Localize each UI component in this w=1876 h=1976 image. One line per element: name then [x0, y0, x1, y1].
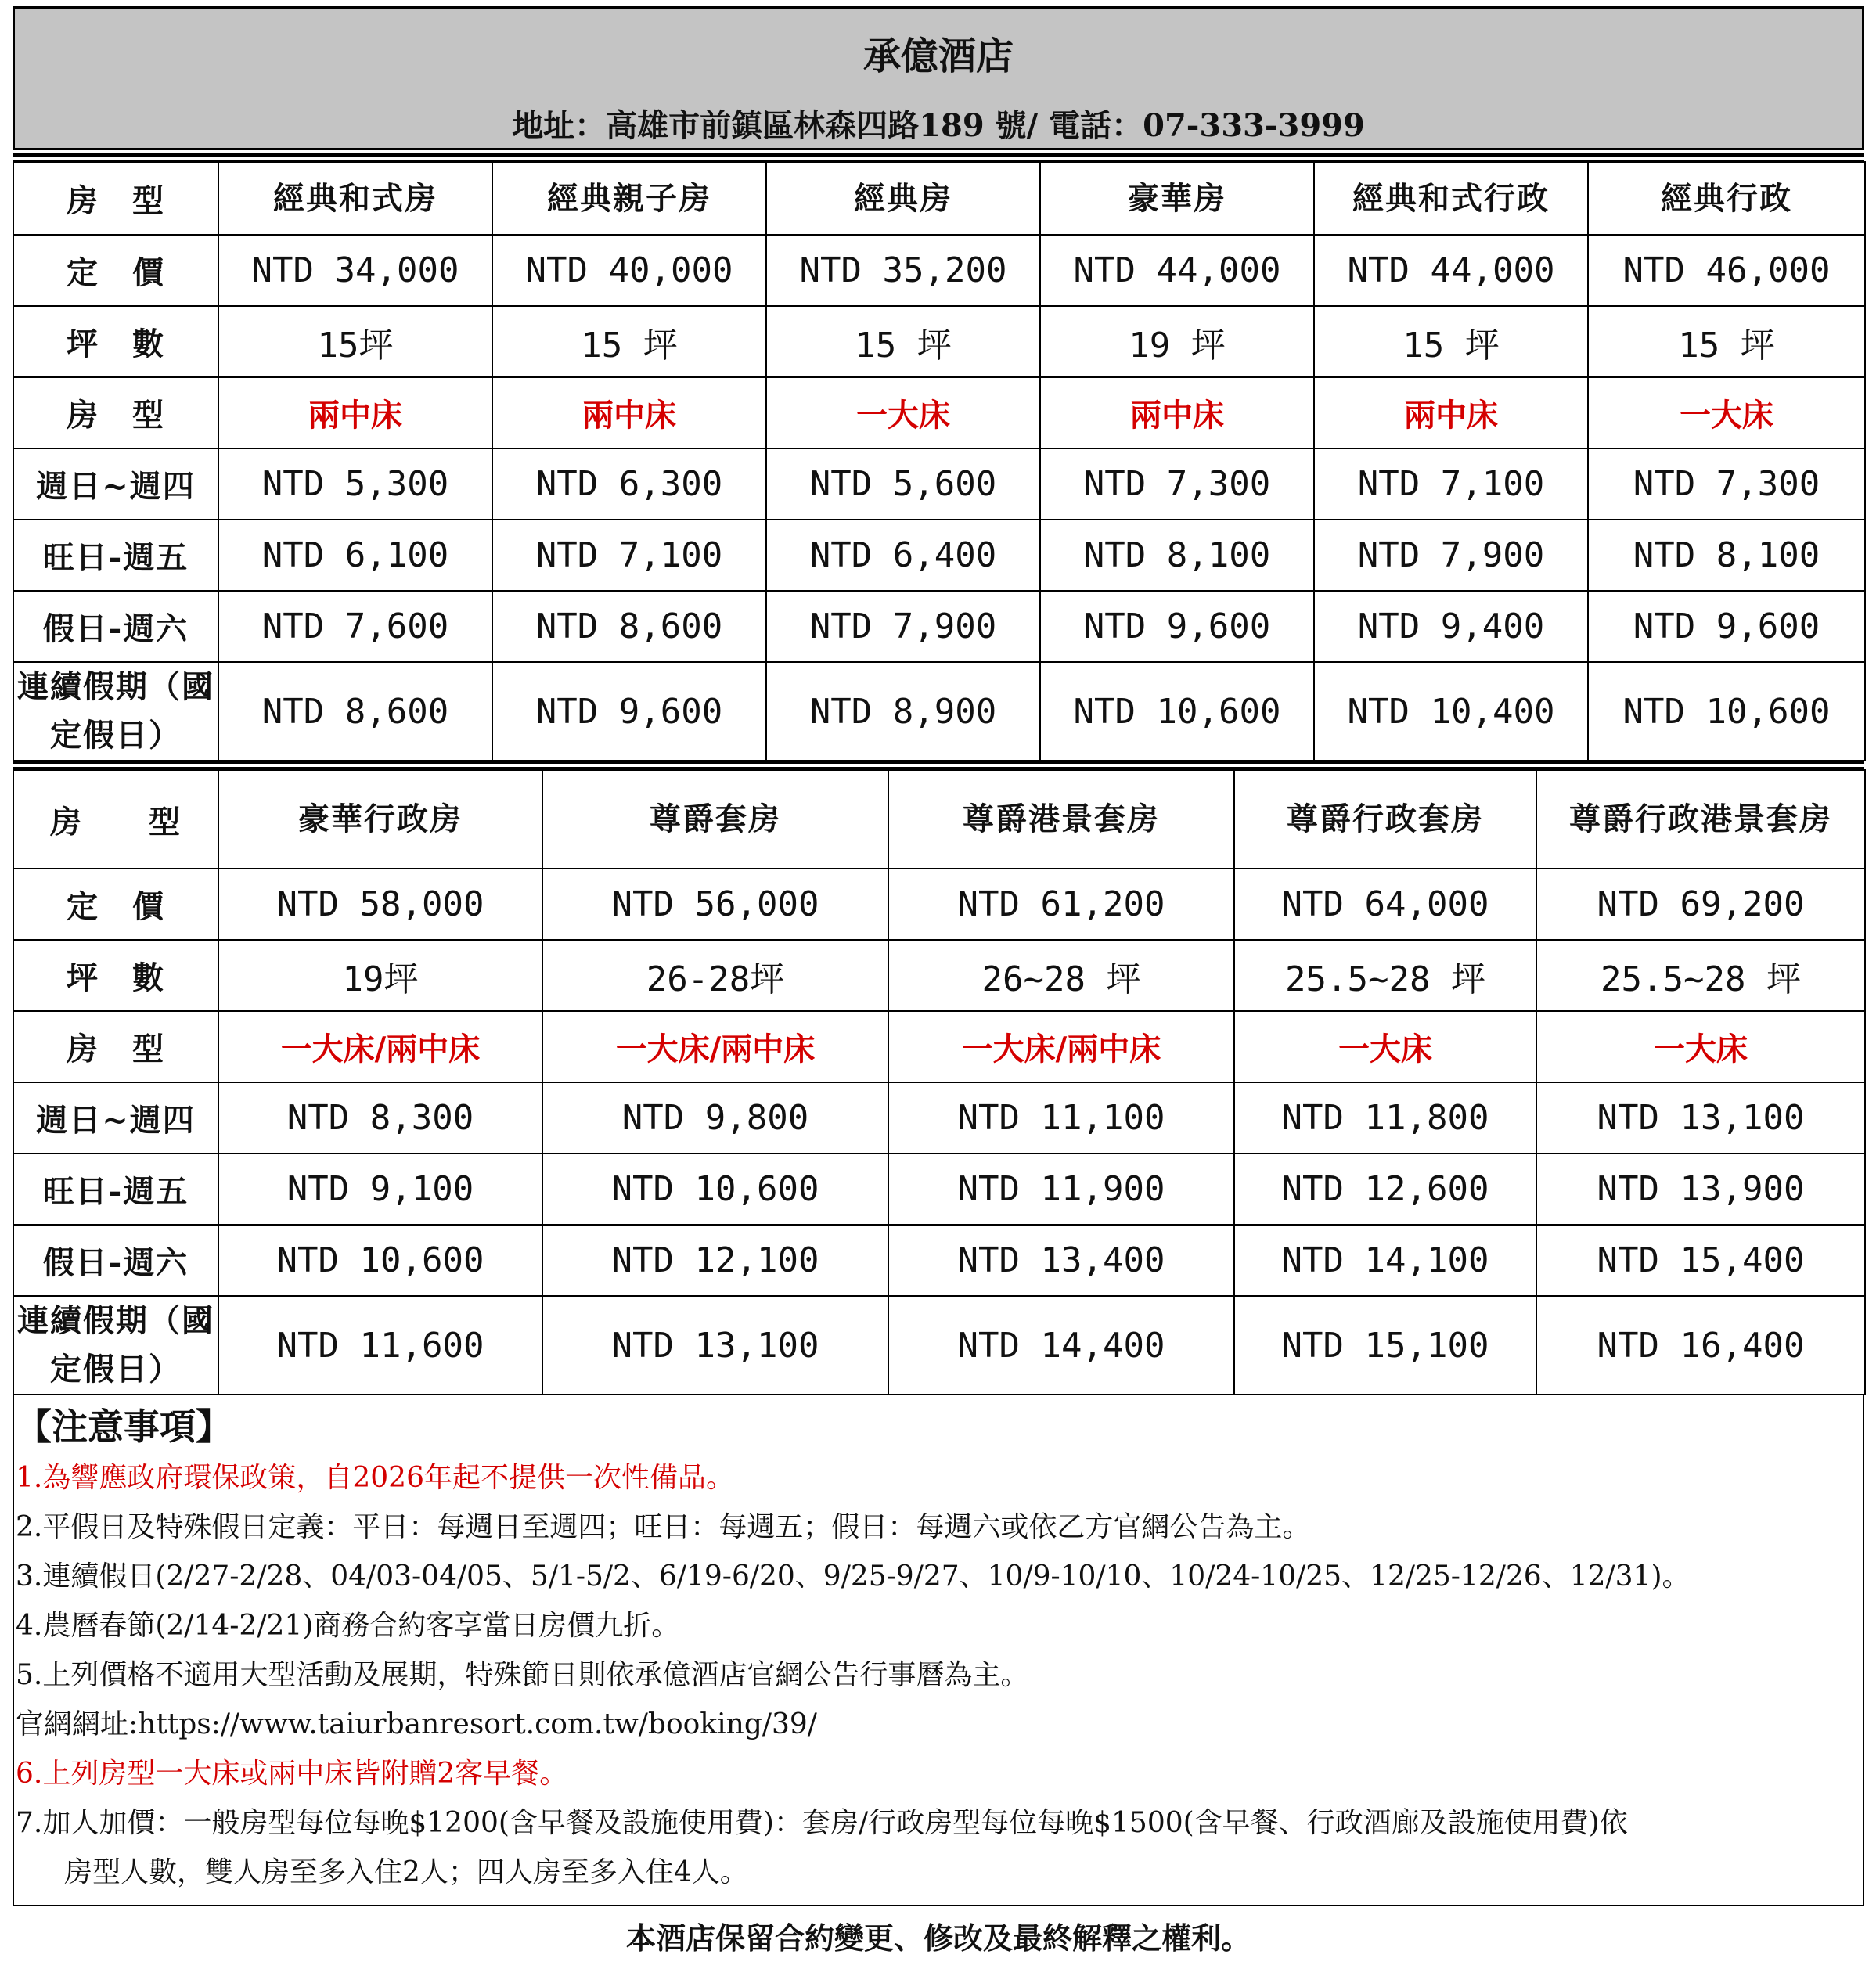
room-size: 15 坪 [1314, 306, 1588, 377]
price-cell: NTD 11,900 [888, 1154, 1234, 1225]
row-label: 旺日-週五 [13, 1154, 218, 1225]
hotel-header [13, 6, 1864, 150]
note-item [16, 1601, 1863, 1650]
holiday-row [13, 1296, 1865, 1395]
price-cell: NTD 56,000 [542, 869, 888, 940]
price-cell: NTD 9,600 [1040, 591, 1314, 662]
bed-config: 一大床 [1588, 377, 1865, 448]
note-text: 連續假日(2/27-2/28、04/03-04/05、5/1-5/2、6/19-6/20、9/25-9/27、10/9-10/10、10/24-10/25、12/25-12/26、12/31)。 [42, 1560, 1691, 1593]
price-cell: NTD 9,800 [542, 1082, 888, 1154]
price-cell: NTD 10,600 [1588, 662, 1865, 761]
price-cell: NTD 11,600 [218, 1296, 542, 1395]
sat-row [13, 1225, 1865, 1296]
note-item [16, 1503, 1863, 1552]
header-row [13, 162, 1865, 235]
room-type-name: 經典親子房 [492, 162, 766, 235]
fri-row [13, 1154, 1865, 1225]
price-cell: NTD 64,000 [1234, 869, 1536, 940]
room-type-name: 豪華房 [1040, 162, 1314, 235]
note-text: 上列房型一大床或兩中床皆附贈2客早餐。 [42, 1758, 568, 1790]
note-continuation: 房型人數，雙人房至多入住2人；四人房至多入住4人。 [64, 1856, 748, 1888]
note-text: 為響應政府環保政策，自2026年起不提供一次性備品。 [42, 1462, 734, 1494]
row-label: 假日-週六 [13, 1225, 218, 1296]
price-cell: NTD 10,600 [1040, 662, 1314, 761]
price-cell: NTD 5,300 [218, 448, 492, 520]
price-cell: NTD 40,000 [492, 235, 766, 306]
row-label: 房 型 [13, 770, 218, 869]
room-size: 15 坪 [1588, 306, 1865, 377]
list-price-row [13, 235, 1865, 306]
note-item [16, 1552, 1863, 1601]
room-type-name: 經典房 [766, 162, 1040, 235]
room-size: 19 坪 [1040, 306, 1314, 377]
notes-title: 【注意事項】 [16, 1406, 232, 1448]
room-size: 15 坪 [766, 306, 1040, 377]
row-label: 房 型 [13, 377, 218, 448]
room-type-name: 豪華行政房 [218, 770, 542, 869]
bed-type-row [13, 377, 1865, 448]
hotel-address: 地址：高雄市前鎮區林森四路189 號/ 電話：07-333-3999 [512, 107, 1365, 144]
bed-type-row [13, 1011, 1865, 1082]
price-cell: NTD 46,000 [1588, 235, 1865, 306]
price-cell: NTD 13,900 [1536, 1154, 1865, 1225]
price-cell: NTD 9,600 [1588, 591, 1865, 662]
bed-config: 一大床 [766, 377, 1040, 448]
bed-config: 一大床 [1536, 1011, 1865, 1082]
price-cell: NTD 13,400 [888, 1225, 1234, 1296]
note-text: 官網網址:https://www.taiurbanresort.com.tw/booking/39/ [16, 1708, 817, 1740]
rate-table-suites [13, 769, 1866, 1395]
notes-section [13, 1395, 1864, 1906]
price-cell: NTD 12,600 [1234, 1154, 1536, 1225]
bed-config: 兩中床 [218, 377, 492, 448]
note-number: 2. [16, 1511, 43, 1543]
price-cell: NTD 5,600 [766, 448, 1040, 520]
room-type-name: 經典和式房 [218, 162, 492, 235]
row-label: 房 型 [13, 1011, 218, 1082]
price-cell: NTD 15,400 [1536, 1225, 1865, 1296]
note-text: 加人加價：一般房型每位每晚$1200(含早餐及設施使用費)：套房/行政房型每位每晚$1500(含早餐、行政酒廊及設施使用費)依 [42, 1807, 1628, 1839]
sun-thu-row [13, 1082, 1865, 1154]
price-cell: NTD 8,100 [1588, 520, 1865, 591]
bed-config: 兩中床 [1040, 377, 1314, 448]
note-number: 7. [16, 1807, 43, 1839]
row-label: 假日-週六 [13, 591, 218, 662]
hotel-name: 承億酒店 [862, 34, 1014, 78]
price-cell: NTD 11,100 [888, 1082, 1234, 1154]
header-row [13, 770, 1865, 869]
room-type-name: 尊爵行政套房 [1234, 770, 1536, 869]
room-size: 19坪 [218, 940, 542, 1011]
room-size: 15坪 [218, 306, 492, 377]
price-cell: NTD 9,400 [1314, 591, 1588, 662]
room-type-name: 尊爵行政港景套房 [1536, 770, 1865, 869]
price-cell: NTD 34,000 [218, 235, 492, 306]
price-cell: NTD 10,600 [218, 1225, 542, 1296]
note-text: 上列價格不適用大型活動及展期，特殊節日則依承億酒店官網公告行事曆為主。 [42, 1659, 1029, 1691]
row-label: 坪 數 [13, 940, 218, 1011]
price-cell: NTD 7,600 [218, 591, 492, 662]
price-cell: NTD 8,900 [766, 662, 1040, 761]
row-label: 連續假期（國定假日） [13, 662, 218, 761]
bed-config: 一大床/兩中床 [542, 1011, 888, 1082]
rate-table-standard-rooms [13, 161, 1866, 761]
price-cell: NTD 7,300 [1040, 448, 1314, 520]
price-cell: NTD 13,100 [1536, 1082, 1865, 1154]
price-cell: NTD 10,400 [1314, 662, 1588, 761]
row-label: 週日~週四 [13, 448, 218, 520]
table-separator [13, 761, 1864, 769]
price-cell: NTD 7,100 [1314, 448, 1588, 520]
price-cell: NTD 58,000 [218, 869, 542, 940]
price-cell: NTD 9,600 [492, 662, 766, 761]
bed-config: 一大床/兩中床 [888, 1011, 1234, 1082]
row-label: 坪 數 [13, 306, 218, 377]
bed-config: 兩中床 [492, 377, 766, 448]
note-number: 4. [16, 1610, 43, 1642]
price-cell: NTD 14,100 [1234, 1225, 1536, 1296]
footer-disclaimer: 本酒店保留合約變更、修改及最終解釋之權利。 [625, 1920, 1251, 1956]
row-label: 定 價 [13, 869, 218, 940]
note-number: 1. [16, 1462, 43, 1494]
price-cell: NTD 69,200 [1536, 869, 1865, 940]
room-size: 25.5~28 坪 [1234, 940, 1536, 1011]
list-price-row [13, 869, 1865, 940]
price-cell: NTD 10,600 [542, 1154, 888, 1225]
sun-thu-row [13, 448, 1865, 520]
note-item [16, 1798, 1863, 1848]
price-cell: NTD 7,100 [492, 520, 766, 591]
row-label: 連續假期（國定假日） [13, 1296, 218, 1395]
room-type-name: 經典行政 [1588, 162, 1865, 235]
price-cell: NTD 15,100 [1234, 1296, 1536, 1395]
price-cell: NTD 6,400 [766, 520, 1040, 591]
note-text: 平假日及特殊假日定義：平日：每週日至週四；旺日：每週五；假日：每週六或依乙方官網公告為主。 [42, 1511, 1311, 1543]
note-item [16, 1453, 1863, 1503]
sat-row [13, 591, 1865, 662]
fri-row [13, 520, 1865, 591]
price-cell: NTD 13,100 [542, 1296, 888, 1395]
price-cell: NTD 12,100 [542, 1225, 888, 1296]
size-row [13, 306, 1865, 377]
note-item [16, 1650, 1863, 1700]
note-number: 3. [16, 1560, 43, 1593]
price-cell: NTD 35,200 [766, 235, 1040, 306]
note-text: 農曆春節(2/14-2/21)商務合約客享當日房價九折。 [42, 1610, 680, 1642]
price-cell: NTD 16,400 [1536, 1296, 1865, 1395]
price-cell: NTD 6,300 [492, 448, 766, 520]
price-cell: NTD 44,000 [1040, 235, 1314, 306]
room-size: 26-28坪 [542, 940, 888, 1011]
price-cell: NTD 7,900 [766, 591, 1040, 662]
price-cell: NTD 6,100 [218, 520, 492, 591]
price-cell: NTD 8,600 [492, 591, 766, 662]
note-item [16, 1700, 1863, 1749]
price-cell: NTD 7,300 [1588, 448, 1865, 520]
price-cell: NTD 8,300 [218, 1082, 542, 1154]
holiday-row [13, 662, 1865, 761]
note-number: 5. [16, 1659, 43, 1691]
row-label: 房 型 [13, 162, 218, 235]
room-type-name: 尊爵套房 [542, 770, 888, 869]
price-cell: NTD 61,200 [888, 869, 1234, 940]
bed-config: 一大床 [1234, 1011, 1536, 1082]
room-type-name: 經典和式行政 [1314, 162, 1588, 235]
bed-config: 兩中床 [1314, 377, 1588, 448]
price-cell: NTD 7,900 [1314, 520, 1588, 591]
row-label: 旺日-週五 [13, 520, 218, 591]
rate-sheet [13, 6, 1864, 1957]
bed-config: 一大床/兩中床 [218, 1011, 542, 1082]
price-cell: NTD 9,100 [218, 1154, 542, 1225]
room-type-name: 尊爵港景套房 [888, 770, 1234, 869]
row-label: 週日~週四 [13, 1082, 218, 1154]
room-size: 26~28 坪 [888, 940, 1234, 1011]
price-cell: NTD 44,000 [1314, 235, 1588, 306]
row-label: 定 價 [13, 235, 218, 306]
note-number: 6. [16, 1758, 43, 1790]
header-divider [13, 153, 1864, 161]
price-cell: NTD 11,800 [1234, 1082, 1536, 1154]
price-cell: NTD 8,600 [218, 662, 492, 761]
price-cell: NTD 14,400 [888, 1296, 1234, 1395]
note-item [16, 1749, 1863, 1798]
price-cell: NTD 8,100 [1040, 520, 1314, 591]
room-size: 25.5~28 坪 [1536, 940, 1865, 1011]
size-row [13, 940, 1865, 1011]
room-size: 15 坪 [492, 306, 766, 377]
